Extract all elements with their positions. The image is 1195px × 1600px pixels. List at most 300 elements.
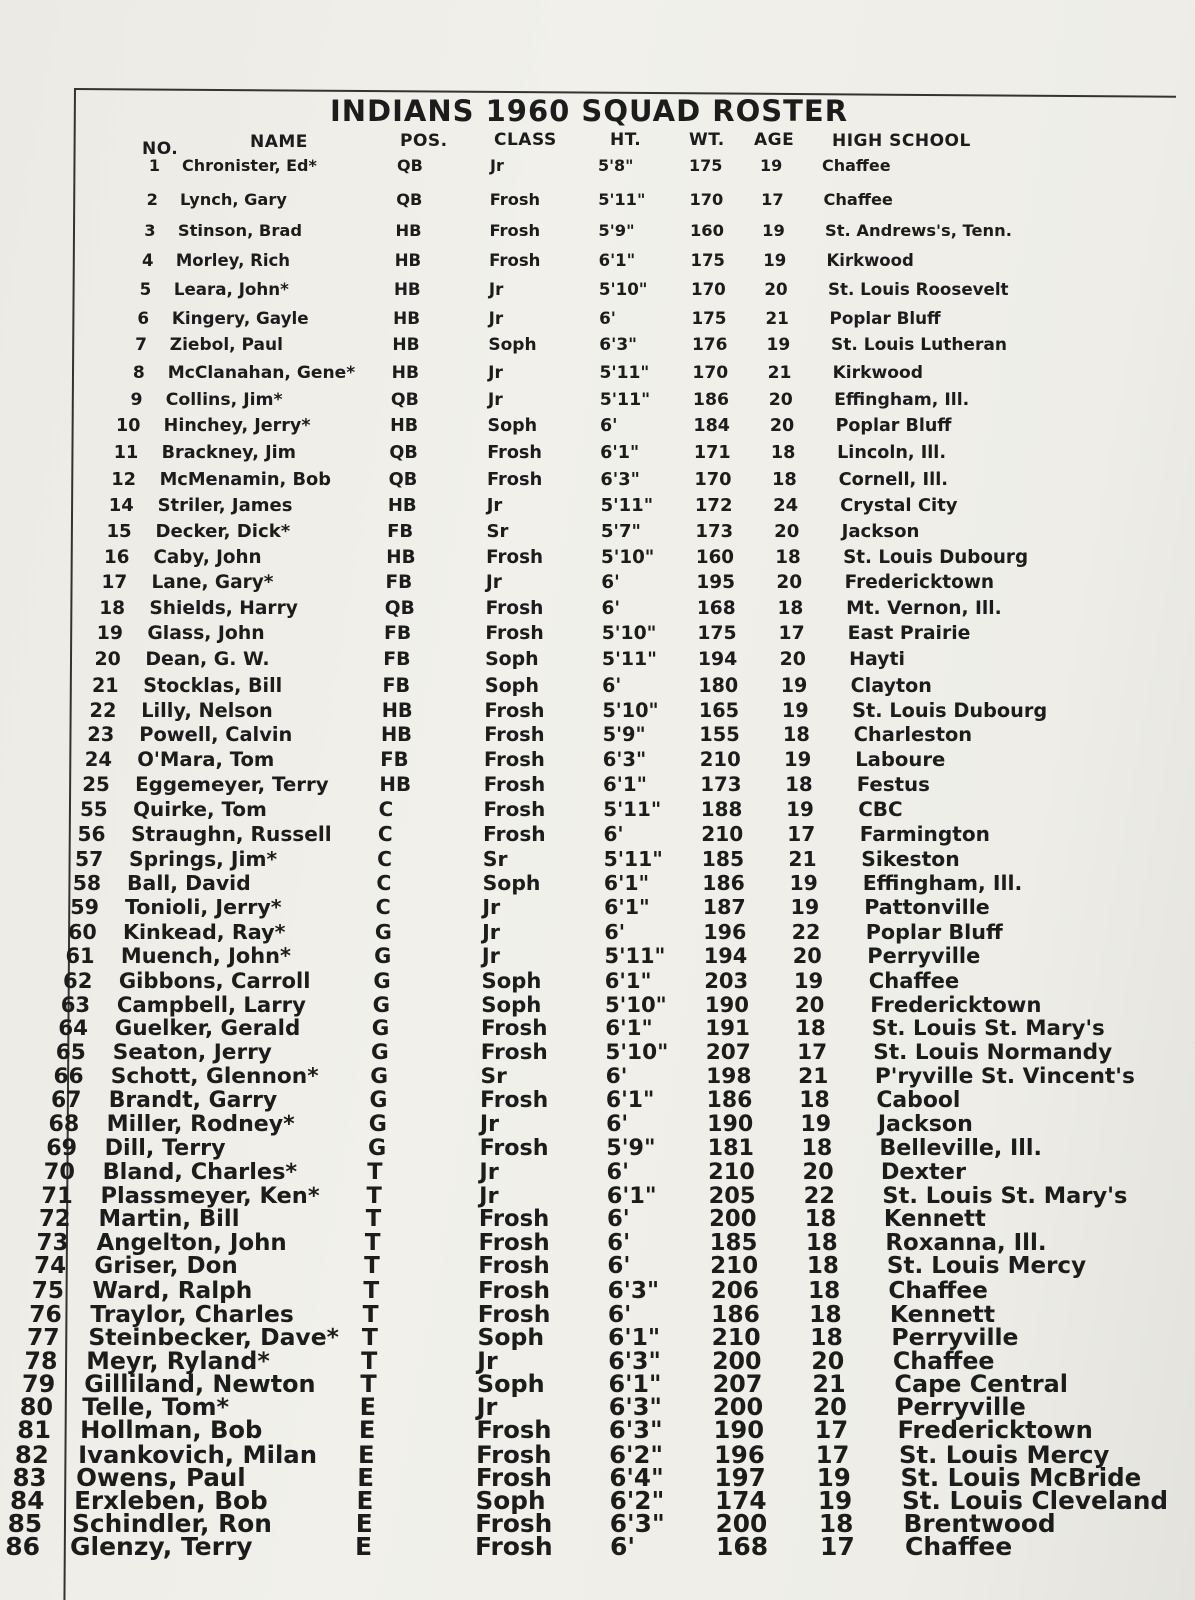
player-position: T — [362, 1300, 379, 1329]
player-high-school: Clayton — [850, 673, 932, 697]
player-name: Ball, David — [127, 871, 251, 896]
player-class: Jr — [479, 1182, 499, 1209]
player-number: 25 — [82, 772, 110, 796]
player-height: 6'1" — [608, 1323, 661, 1352]
player-weight: 190 — [713, 1416, 765, 1445]
player-position: T — [365, 1206, 382, 1233]
player-class: Frosh — [483, 772, 546, 796]
player-class: Frosh — [485, 597, 544, 619]
player-high-school: Effingham, Ill. — [834, 389, 970, 410]
player-high-school: Charleston — [853, 723, 973, 747]
player-name: Owens, Paul — [76, 1462, 246, 1492]
player-high-school: Chaffee — [892, 1346, 995, 1375]
player-height: 5'9" — [602, 723, 646, 747]
player-age: 17 — [820, 1532, 855, 1561]
player-height: 6'2" — [609, 1485, 665, 1515]
player-weight: 168 — [716, 1532, 769, 1561]
player-class: Soph — [485, 648, 539, 671]
player-height: 6'1" — [608, 1370, 662, 1399]
player-class: Frosh — [477, 1300, 551, 1329]
player-age: 18 — [804, 1206, 837, 1233]
player-name: Martin, Bill — [98, 1206, 240, 1233]
player-height: 6' — [610, 1532, 636, 1561]
player-height: 6'1" — [605, 1016, 653, 1042]
player-age: 20 — [813, 1393, 847, 1422]
player-class: Frosh — [484, 698, 545, 722]
player-high-school: East Prairie — [847, 623, 971, 645]
player-age: 18 — [770, 442, 796, 463]
player-name: Collins, Jim* — [165, 389, 283, 410]
player-height: 5'11" — [599, 362, 650, 383]
player-name: Plassmeyer, Ken* — [100, 1182, 320, 1209]
player-high-school: Fredericktown — [870, 992, 1042, 1018]
player-height: 5'11" — [603, 797, 662, 821]
player-high-school: Chaffee — [822, 156, 891, 175]
player-number: 60 — [67, 919, 97, 944]
player-high-school: Kirkwood — [826, 250, 914, 270]
player-height: 6' — [601, 597, 621, 619]
player-name: Bland, Charles* — [102, 1158, 298, 1185]
player-position: T — [364, 1253, 380, 1280]
player-position: T — [363, 1276, 380, 1304]
player-high-school: Lincoln, Ill. — [837, 442, 947, 463]
header-no: NO. — [142, 139, 179, 159]
player-weight: 190 — [704, 992, 749, 1018]
player-class: Jr — [485, 572, 502, 594]
player-weight: 180 — [698, 673, 739, 697]
player-high-school: Poplar Bluff — [835, 416, 952, 437]
player-weight: 196 — [714, 1439, 765, 1469]
player-position: T — [366, 1182, 382, 1209]
player-high-school: St. Louis Normandy — [873, 1039, 1113, 1065]
player-position: FB — [380, 748, 409, 772]
player-weight: 165 — [698, 698, 740, 722]
player-position: QB — [396, 190, 423, 210]
player-age: 19 — [780, 673, 808, 697]
player-number: 24 — [84, 748, 112, 772]
player-class: Frosh — [489, 250, 541, 270]
player-name: Brackney, Jim — [161, 442, 296, 463]
player-height: 6'1" — [600, 442, 640, 463]
player-name: Griser, Don — [94, 1253, 238, 1280]
player-number: 64 — [58, 1016, 88, 1042]
player-weight: 195 — [696, 572, 735, 594]
player-position: G — [370, 1063, 389, 1089]
player-position: G — [372, 992, 390, 1018]
player-height: 6'3" — [608, 1416, 663, 1445]
player-weight: 175 — [689, 156, 723, 175]
player-weight: 171 — [693, 442, 731, 463]
player-position: T — [364, 1229, 381, 1256]
player-number: 5 — [139, 279, 152, 300]
player-age: 18 — [777, 597, 804, 619]
player-class: Frosh — [478, 1276, 551, 1304]
player-class: Frosh — [478, 1229, 550, 1256]
player-number: 71 — [41, 1182, 73, 1209]
player-number: 4 — [141, 250, 154, 270]
player-class: Jr — [482, 919, 500, 944]
player-class: Frosh — [489, 221, 541, 241]
player-high-school: Fredericktown — [897, 1416, 1093, 1445]
player-number: 3 — [144, 221, 156, 241]
player-name: Eggemeyer, Terry — [135, 772, 329, 796]
player-high-school: Laboure — [855, 748, 946, 772]
player-age: 17 — [815, 1439, 850, 1469]
player-height: 6'1" — [603, 772, 647, 796]
player-high-school: CBC — [858, 797, 903, 821]
player-age: 18 — [785, 772, 813, 796]
player-name: Hinchey, Jerry* — [163, 416, 311, 437]
player-number: 82 — [14, 1439, 49, 1469]
player-name: Campbell, Larry — [116, 992, 306, 1018]
player-height: 6' — [603, 822, 624, 847]
player-number: 75 — [31, 1276, 64, 1304]
player-height: 6'3" — [602, 748, 647, 772]
player-class: Jr — [477, 1346, 498, 1375]
player-age: 19 — [762, 221, 785, 241]
player-weight: 194 — [697, 648, 738, 671]
player-high-school: Cabool — [876, 1087, 961, 1113]
player-position: C — [378, 797, 394, 821]
player-position: T — [360, 1370, 377, 1399]
player-name: Erxleben, Bob — [74, 1485, 268, 1515]
player-high-school: St. Louis St. Mary's — [871, 1016, 1105, 1042]
player-age: 18 — [805, 1229, 838, 1256]
player-number: 85 — [7, 1508, 43, 1538]
player-age: 21 — [767, 362, 792, 383]
player-class: Soph — [482, 871, 541, 896]
player-height: 5'10" — [598, 279, 648, 300]
player-age: 17 — [814, 1416, 849, 1445]
player-class: Soph — [484, 673, 539, 697]
player-height: 6'1" — [604, 895, 650, 920]
player-position: G — [374, 919, 392, 944]
player-height: 6'3" — [607, 1276, 660, 1304]
player-number: 20 — [94, 648, 121, 671]
player-name: Decker, Dick* — [155, 521, 291, 543]
player-position: QB — [397, 156, 423, 175]
player-number: 81 — [17, 1416, 51, 1445]
player-name: Straughn, Russell — [131, 822, 332, 847]
header-ht: HT. — [610, 130, 642, 150]
player-weight: 200 — [715, 1508, 768, 1538]
player-position: FB — [383, 648, 411, 671]
player-number: 68 — [48, 1111, 80, 1138]
player-name: Quirke, Tom — [133, 797, 267, 821]
player-high-school: Kennett — [883, 1206, 986, 1233]
player-high-school: Poplar Bluff — [865, 919, 1003, 944]
player-height: 6'4" — [609, 1462, 664, 1492]
player-height: 6'2" — [609, 1439, 664, 1469]
player-class: Sr — [486, 521, 509, 543]
player-class: Soph — [475, 1485, 546, 1515]
player-name: Gilliland, Newton — [84, 1370, 316, 1399]
player-number: 61 — [65, 943, 95, 968]
player-weight: 210 — [701, 822, 744, 847]
player-name: Steinbecker, Dave* — [88, 1323, 339, 1352]
player-weight: 197 — [714, 1462, 766, 1492]
player-height: 5'8" — [598, 156, 634, 175]
player-number: 6 — [137, 307, 150, 328]
player-position: G — [374, 943, 392, 968]
player-height: 6'3" — [609, 1508, 665, 1538]
player-number: 17 — [101, 572, 128, 594]
header-wt: WT. — [689, 130, 725, 150]
player-height: 6' — [607, 1300, 632, 1329]
player-name: Meyr, Ryland* — [86, 1346, 270, 1375]
player-position: HB — [379, 772, 412, 796]
player-number: 66 — [53, 1063, 84, 1089]
player-number: 57 — [75, 846, 104, 871]
player-number: 9 — [130, 389, 143, 410]
player-class: Frosh — [478, 1253, 550, 1280]
player-name: Muench, John* — [120, 943, 291, 968]
player-name: Lilly, Nelson — [141, 698, 273, 722]
player-name: Schindler, Ron — [72, 1508, 272, 1538]
player-number: 76 — [29, 1300, 62, 1329]
player-high-school: Sikeston — [861, 846, 960, 871]
player-age: 20 — [769, 416, 795, 437]
player-number: 83 — [12, 1462, 47, 1492]
player-weight: 176 — [691, 335, 728, 356]
player-class: Jr — [476, 1393, 498, 1422]
player-name: Miller, Rodney* — [106, 1111, 295, 1138]
player-name: Kinkead, Ray* — [122, 919, 286, 944]
player-position: HB — [387, 495, 417, 517]
player-class: Jr — [486, 495, 503, 517]
player-age: 18 — [799, 1087, 830, 1113]
player-position: FB — [385, 572, 413, 594]
player-age: 18 — [801, 1135, 833, 1162]
player-class: Frosh — [484, 748, 545, 772]
player-age: 19 — [760, 156, 783, 175]
player-class: Sr — [482, 846, 508, 871]
player-number: 55 — [79, 797, 108, 821]
player-high-school: St. Andrews's, Tenn. — [825, 221, 1012, 241]
player-weight: 155 — [699, 723, 740, 747]
player-number: 72 — [38, 1206, 71, 1233]
player-weight: 186 — [711, 1300, 760, 1329]
player-height: 6'1" — [603, 871, 650, 896]
player-weight: 205 — [708, 1182, 756, 1209]
player-high-school: St. Louis St. Mary's — [882, 1182, 1128, 1209]
player-position: T — [361, 1346, 378, 1375]
player-height: 5'7" — [600, 521, 641, 543]
player-class: Jr — [488, 362, 503, 383]
player-position: HB — [390, 416, 419, 437]
player-position: HB — [380, 723, 412, 747]
player-number: 65 — [55, 1039, 86, 1065]
player-class: Frosh — [475, 1532, 553, 1561]
player-weight: 160 — [689, 221, 724, 241]
player-weight: 196 — [703, 919, 747, 944]
player-position: FB — [384, 623, 412, 645]
player-age: 20 — [802, 1158, 834, 1185]
player-class: Jr — [487, 389, 503, 410]
header-high-school: HIGH SCHOOL — [832, 131, 971, 151]
player-name: Kingery, Gayle — [171, 307, 309, 328]
player-height: 5'10" — [605, 1039, 669, 1065]
player-high-school: Chaffee — [905, 1532, 1013, 1561]
player-weight: 191 — [705, 1016, 750, 1042]
player-age: 19 — [790, 895, 820, 920]
player-name: Stinson, Brad — [177, 221, 303, 241]
player-age: 18 — [782, 723, 810, 747]
player-age: 17 — [787, 822, 816, 847]
player-name: Ziebol, Paul — [169, 335, 283, 356]
player-number: 11 — [113, 442, 139, 463]
player-position: HB — [393, 279, 421, 300]
player-number: 22 — [89, 698, 117, 722]
player-high-school: Chaffee — [823, 190, 893, 210]
player-position: HB — [392, 335, 420, 356]
player-position: HB — [391, 362, 419, 383]
player-age: 18 — [772, 469, 797, 491]
player-number: 62 — [63, 967, 93, 993]
player-height: 6' — [601, 572, 620, 594]
player-high-school: Poplar Bluff — [829, 307, 941, 328]
player-high-school: Chaffee — [888, 1276, 988, 1304]
player-age: 18 — [809, 1300, 842, 1329]
player-age: 21 — [788, 846, 817, 871]
player-weight: 170 — [694, 469, 732, 491]
player-position: T — [361, 1323, 378, 1352]
player-name: Tonioli, Jerry* — [124, 895, 282, 920]
player-position: C — [375, 895, 391, 920]
player-class: Jr — [479, 1111, 500, 1138]
player-age: 21 — [765, 307, 789, 328]
player-number: 79 — [22, 1370, 56, 1399]
player-position: E — [359, 1393, 376, 1422]
player-height: 5'9" — [606, 1135, 656, 1162]
player-weight: 175 — [697, 623, 737, 645]
player-position: HB — [394, 250, 422, 270]
player-weight: 170 — [689, 190, 724, 210]
player-high-school: Effingham, Ill. — [862, 871, 1023, 896]
player-position: T — [367, 1158, 383, 1185]
player-name: Caby, John — [153, 546, 262, 568]
player-position: HB — [381, 698, 413, 722]
player-name: Shields, Harry — [149, 597, 298, 619]
player-position: QB — [388, 469, 418, 491]
player-class: Jr — [488, 307, 504, 328]
player-age: 19 — [793, 967, 824, 993]
player-number: 69 — [46, 1135, 78, 1162]
player-name: Dill, Terry — [104, 1135, 226, 1162]
player-high-school: Hayti — [849, 648, 905, 671]
player-age: 24 — [773, 495, 799, 517]
player-position: QB — [384, 597, 415, 619]
header-class: CLASS — [494, 130, 557, 150]
player-high-school: St. Louis Dubourg — [852, 698, 1048, 722]
player-weight: 187 — [702, 895, 746, 920]
player-number: 10 — [116, 416, 141, 437]
player-class: Jr — [482, 895, 501, 920]
player-class: Soph — [481, 967, 542, 993]
player-height: 5'9" — [598, 221, 635, 241]
player-height: 6' — [606, 1111, 629, 1138]
player-weight: 210 — [699, 748, 741, 772]
player-high-school: Dexter — [880, 1158, 966, 1185]
player-age: 20 — [792, 943, 822, 968]
player-class: Frosh — [476, 1416, 552, 1445]
player-height: 6' — [599, 416, 618, 437]
player-weight: 172 — [694, 495, 733, 517]
player-height: 6' — [599, 307, 616, 328]
player-high-school: Mt. Vernon, Ill. — [846, 597, 1002, 619]
player-class: Frosh — [475, 1508, 553, 1538]
player-height: 6' — [606, 1206, 630, 1233]
player-number: 56 — [77, 822, 106, 847]
player-high-school: St. Louis Mercy — [898, 1439, 1110, 1469]
header-pos: POS. — [400, 131, 448, 151]
player-age: 20 — [776, 572, 803, 594]
player-age: 19 — [781, 698, 809, 722]
player-number: 73 — [36, 1229, 69, 1256]
player-position: E — [356, 1485, 374, 1515]
player-age: 17 — [761, 190, 784, 210]
player-number: 67 — [51, 1087, 82, 1113]
player-age: 18 — [775, 546, 801, 568]
player-weight: 175 — [690, 250, 725, 270]
player-number: 19 — [96, 623, 123, 645]
player-high-school: Jackson — [841, 521, 920, 543]
player-weight: 188 — [700, 797, 743, 821]
player-height: 6'1" — [605, 1087, 655, 1113]
player-height: 5'10" — [602, 698, 659, 722]
player-name: Hollman, Bob — [80, 1416, 263, 1445]
player-number: 23 — [87, 723, 115, 747]
player-position: C — [376, 871, 392, 896]
player-weight: 173 — [700, 772, 742, 796]
player-number: 84 — [10, 1485, 45, 1515]
player-weight: 185 — [709, 1229, 758, 1256]
player-position: E — [358, 1416, 376, 1445]
player-number: 8 — [132, 362, 145, 383]
player-name: McClanahan, Gene* — [167, 362, 356, 383]
player-high-school: St. Louis Cleveland — [901, 1485, 1169, 1515]
player-weight: 207 — [705, 1039, 751, 1065]
player-name: Ward, Ralph — [92, 1276, 253, 1304]
player-age: 20 — [811, 1346, 845, 1375]
player-position: E — [355, 1508, 373, 1538]
player-high-school: Chaffee — [868, 967, 960, 993]
player-name: Chronister, Ed* — [182, 156, 317, 175]
player-age: 21 — [812, 1370, 846, 1399]
player-class: Frosh — [479, 1135, 549, 1162]
player-class: Frosh — [486, 546, 543, 568]
player-class: Frosh — [489, 190, 541, 210]
player-number: 77 — [26, 1323, 60, 1352]
player-number: 18 — [99, 597, 126, 619]
player-age: 20 — [779, 648, 806, 671]
player-height: 6'1" — [606, 1182, 657, 1209]
player-age: 18 — [806, 1253, 839, 1280]
player-number: 1 — [148, 156, 160, 175]
player-class: Frosh — [480, 1087, 549, 1113]
player-position: E — [355, 1532, 373, 1561]
player-high-school: St. Louis Dubourg — [843, 546, 1029, 568]
player-name: Powell, Calvin — [139, 723, 293, 747]
player-position: C — [377, 846, 393, 871]
player-weight: 210 — [708, 1158, 755, 1185]
player-position: G — [368, 1111, 387, 1138]
player-height: 5'10" — [604, 992, 667, 1018]
player-class: Sr — [480, 1063, 507, 1089]
player-name: Morley, Rich — [175, 250, 291, 270]
player-height: 6'1" — [598, 250, 636, 270]
player-weight: 194 — [703, 943, 748, 968]
